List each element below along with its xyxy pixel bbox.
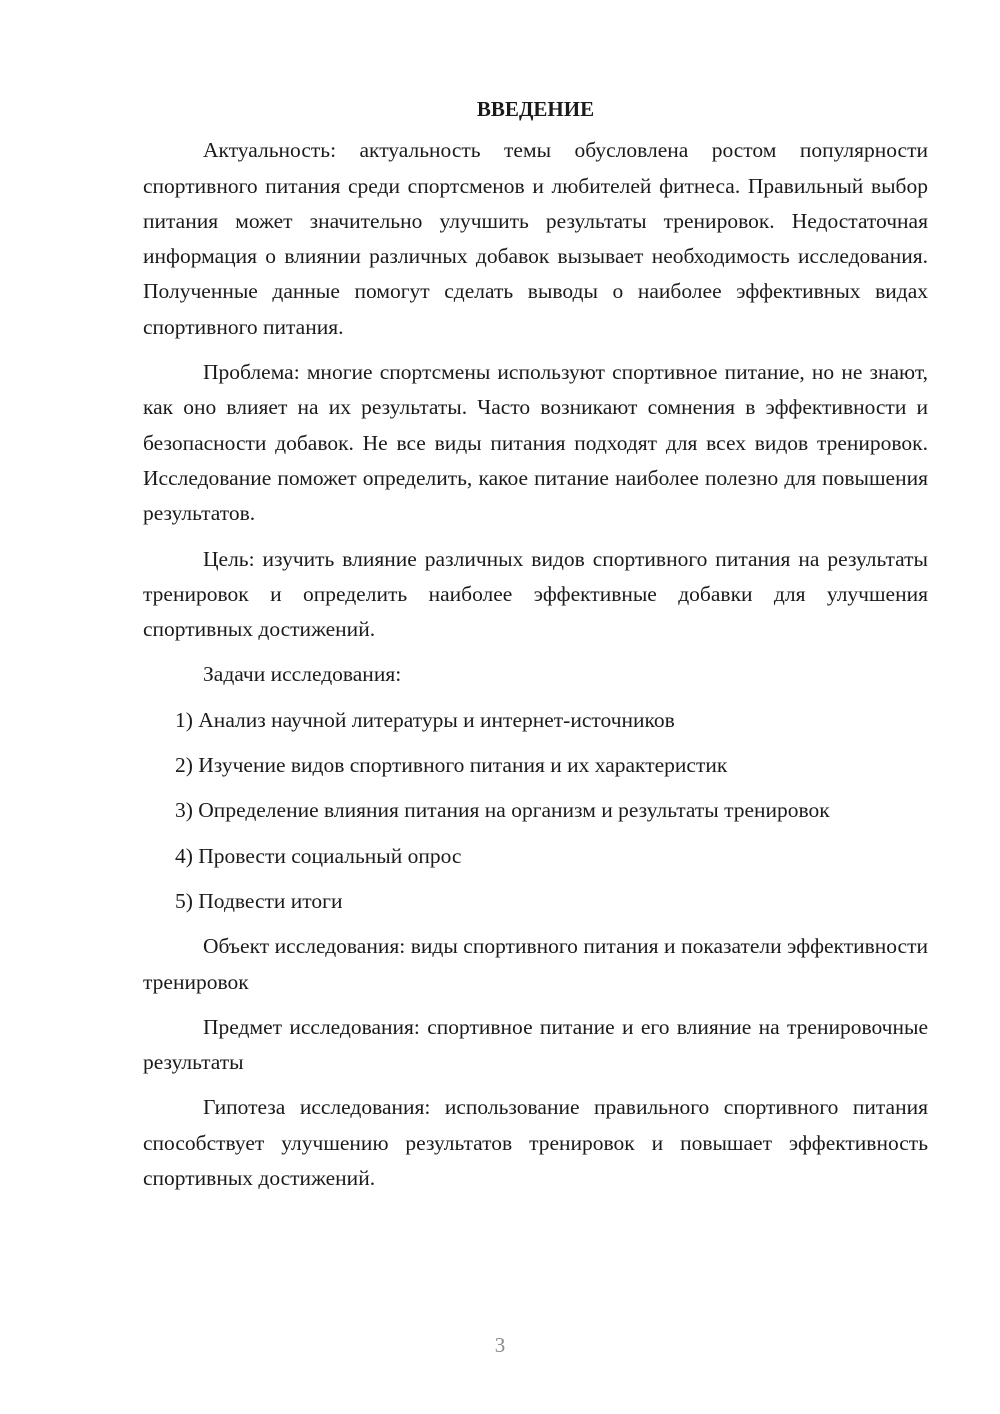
list-item: 1) Анализ научной литературы и интернет-источников: [175, 707, 675, 732]
document-page: [143, 92, 928, 1206]
subject-paragraph: Предмет исследования: спортивное питание и его влияние на тренировочные результаты: [143, 1014, 928, 1075]
object-paragraph: Объект исследования: виды спортивного питания и показатели эффективности тренировок: [143, 934, 928, 994]
page-number: 3: [494, 1333, 506, 1357]
section-title: ВВЕДЕНИЕ: [476, 97, 595, 121]
list-item: 3) Определение влияния питания на организм и результаты тренировок: [175, 798, 830, 823]
tasks-heading: Задачи исследования:: [203, 662, 402, 687]
tasks-list: [143, 703, 928, 919]
problem-paragraph: Проблема: многие спортсмены используют спортивное питание, но не знают, как оно влияет на их результаты. Часто возникают сомнения в эффективности и безопасности добавок. Не все виды питания подходят для всех видов тренировок. Исследование поможет определить, какое питание наиболее полезно для повышения результатов.: [143, 360, 928, 526]
list-item: 4) Провести социальный опрос: [175, 843, 462, 868]
goal-paragraph: Цель: изучить влияние различных видов спортивного питания на результаты тренировок и определить наиболее эффективные добавки для улучшения спортивных достижений.: [143, 546, 928, 642]
list-item: 2) Изучение видов спортивного питания и их характеристик: [175, 753, 728, 778]
list-item: 5) Подвести итоги: [175, 888, 343, 913]
relevance-paragraph: Актуальность: актуальность темы обусловлена ростом популярности спортивного питания среди спортсменов и любителей фитнеса. Правильный выбор питания может значительно улучшить результаты тренировок. Недостаточная информация о влиянии различных добавок вызывает необходимость исследования. Полученные данные помогут сделать выводы о наиболее эффективных видах спортивного питания.: [143, 138, 928, 339]
hypothesis-paragraph: Гипотеза исследования: использование правильного спортивного питания способствует улучшению результатов тренировок и повышает эффективность спортивных достижений.: [143, 1095, 928, 1191]
